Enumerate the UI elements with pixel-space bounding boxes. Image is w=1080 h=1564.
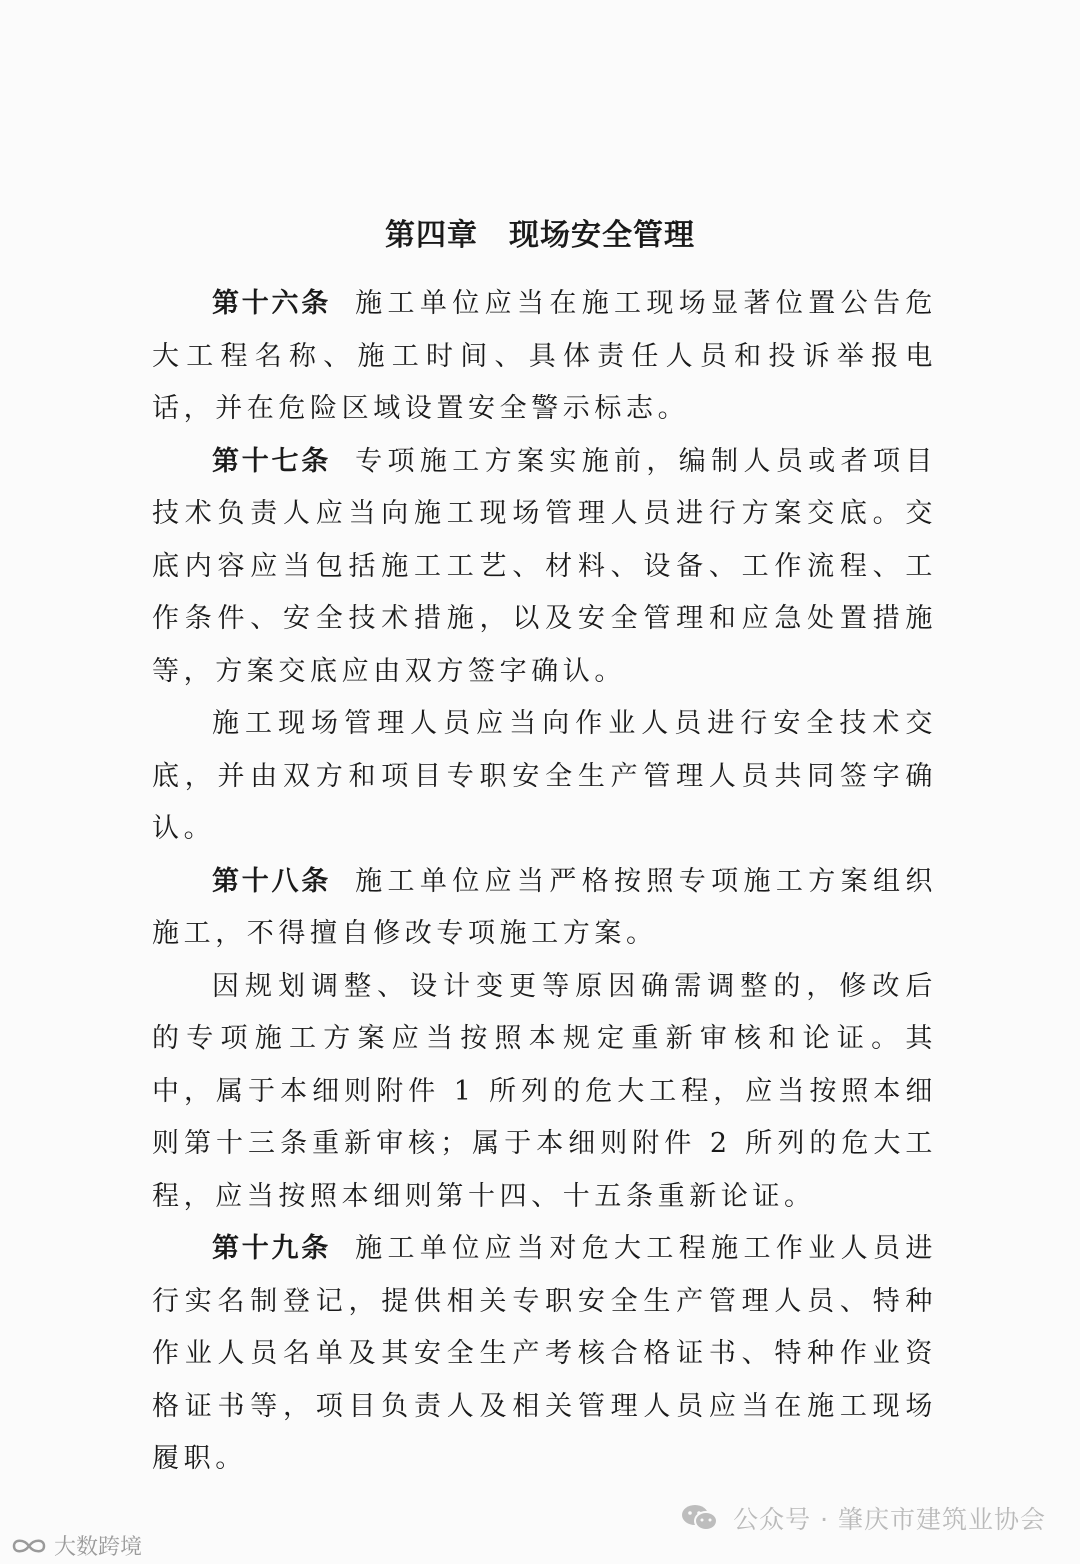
document-body — [152, 278, 937, 1486]
article-17-paragraph-2 — [152, 698, 937, 856]
article-label: 第十九条 — [212, 1233, 332, 1264]
wechat-account-text: 公众号 · 肇庆市建筑业协会 — [733, 1505, 1046, 1534]
infinity-loop-icon — [10, 1535, 48, 1557]
article-text: 施工单位应当在施工现场显著位置公告危大工程名称、施工时间、具体责任人员和投诉举报电话，并在危险区域设置安全警示标志。 — [152, 288, 937, 424]
article-18-paragraph-2 — [152, 961, 937, 1224]
article-19 — [152, 1223, 937, 1486]
chapter-title: 第四章 现场安全管理 — [385, 218, 695, 253]
article-text: 施工单位应当严格按照专项施工方案组织施工，不得擅自修改专项施工方案。 — [152, 865, 937, 949]
article-label: 第十八条 — [212, 865, 332, 897]
article-label: 第十六条 — [212, 288, 332, 319]
article-17 — [152, 436, 937, 699]
wechat-icon — [681, 1504, 719, 1532]
brand-watermark — [10, 1530, 142, 1561]
brand-watermark-text: 大数跨境 — [54, 1535, 143, 1560]
article-label: 第十七条 — [212, 445, 332, 477]
article-text: 施工单位应当对危大工程施工作业人员进行实名制登记，提供相关专职安全生产管理人员、特种作业人员名单及其安全生产考核合格证书、特种作业资格证书等，项目负责人及相关管理人员应当在施工现场履职。 — [152, 1233, 937, 1474]
article-16 — [152, 278, 937, 436]
article-text: 因规划调整、设计变更等原因确需调整的，修改后的专项施工方案应当按照本规定重新审核和论证。其中，属于本细则附件 1 所列的危大工程，应当按照本细则第十三条重新审核；属于本细则附件 2 所列的危大工程，应当按照本细则第十四、十五条重新论证。 — [152, 970, 937, 1212]
article-text: 施工现场管理人员应当向作业人员进行安全技术交底，并由双方和项目专职安全生产管理人员共同签字确认。 — [152, 708, 937, 844]
article-text: 专项施工方案实施前，编制人员或者项目技术负责人应当向施工现场管理人员进行方案交底。交底内容应当包括施工工艺、材料、设备、工作流程、工作条件、安全技术措施，以及安全管理和应急处置措施等，方案交底应由双方签字确认。 — [152, 445, 937, 687]
article-18 — [152, 856, 937, 961]
wechat-account-watermark — [681, 1500, 1046, 1536]
